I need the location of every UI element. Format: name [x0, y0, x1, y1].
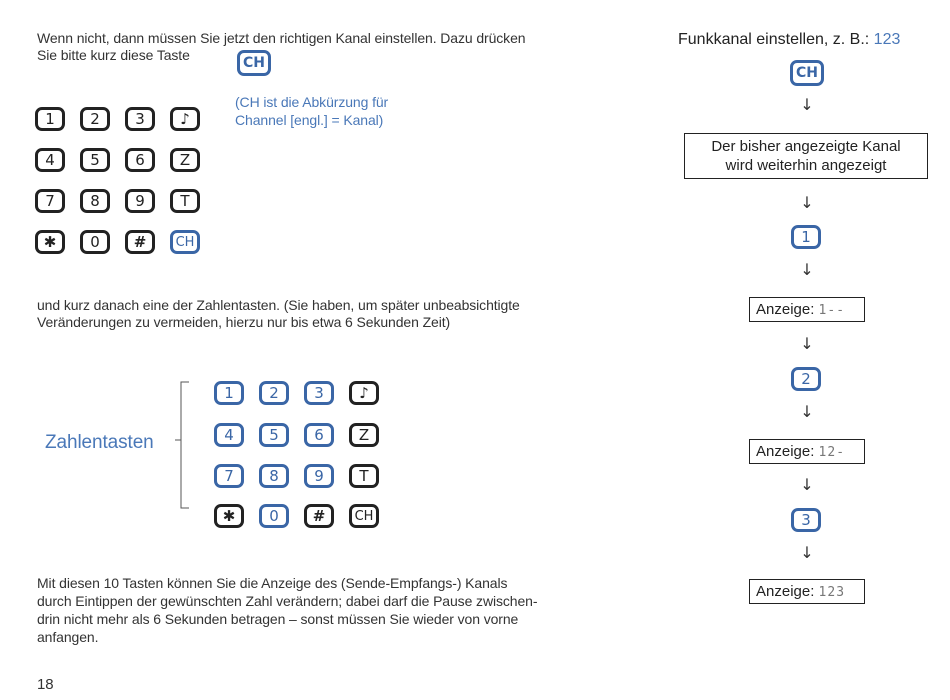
flow-display-2-value: 12- — [818, 445, 846, 460]
keypad1-key-star: ✱ — [35, 230, 65, 254]
bottom-line-4: anfangen. — [37, 629, 99, 645]
keypad1-key-ch: CH — [170, 230, 200, 254]
flow-title — [678, 31, 900, 49]
keypad1-key-0: 0 — [80, 230, 110, 254]
flow-arrow-4: ↓ — [800, 334, 814, 353]
zahlentasten-bracket — [175, 380, 205, 515]
keypad1-key-9: 9 — [125, 189, 155, 213]
flow-arrow-7: ↓ — [800, 543, 814, 562]
keypad1-key-5: 5 — [80, 148, 110, 172]
middle-line-1: und kurz danach eine der Zahlentasten. (Sie haben, um später unbeabsichtigte — [37, 297, 520, 313]
flow-display-3 — [749, 579, 865, 604]
intro-line-1: Wenn nicht, dann müssen Sie jetzt den richtigen Kanal einstellen. Dazu drücken — [37, 30, 526, 46]
flow-display-1-label: Anzeige: — [756, 301, 815, 318]
middle-line-2: Veränderungen zu vermeiden, hierzu nur bis etwa 6 Sekunden Zeit) — [37, 314, 451, 330]
keypad2-key-star: ✱ — [214, 504, 244, 528]
flow-box-line-2: wird weiterhin angezeigt — [725, 157, 887, 174]
keypad2-key-2: 2 — [259, 381, 289, 405]
keypad2-key-3: 3 — [304, 381, 334, 405]
flow-key-1: 1 — [791, 225, 821, 249]
keypad1-key-4: 4 — [35, 148, 65, 172]
keypad2-key-0: 0 — [259, 504, 289, 528]
flow-arrow-1: ↓ — [800, 95, 814, 114]
ch-key-inline: CH — [237, 50, 271, 76]
keypad1-key-6: 6 — [125, 148, 155, 172]
flow-arrow-2: ↓ — [800, 193, 814, 212]
flow-ch-key: CH — [790, 60, 824, 86]
flow-arrow-6: ↓ — [800, 475, 814, 494]
flow-arrow-3: ↓ — [800, 260, 814, 279]
keypad1-key-z: Z — [170, 148, 200, 172]
flow-box-previous-channel — [684, 133, 928, 179]
keypad2-key-1: 1 — [214, 381, 244, 405]
keypad1-key-music: ♪ — [170, 107, 200, 131]
keypad2-key-hash: # — [304, 504, 334, 528]
flow-box-line-1: Der bisher angezeigte Kanal — [711, 138, 901, 155]
bottom-line-2: durch Eintippen der gewünschten Zahl verändern; dabei darf die Pause zwischen- — [37, 593, 538, 609]
bottom-line-3: drin nicht mehr als 6 Sekunden betragen – sonst müssen Sie wieder von vorne — [37, 611, 519, 627]
flow-display-3-value: 123 — [818, 585, 846, 600]
keypad2-key-7: 7 — [214, 464, 244, 488]
intro-line-2: Sie bitte kurz diese Taste — [37, 47, 190, 63]
keypad2-key-ch: CH — [349, 504, 379, 528]
flow-display-3-label: Anzeige: — [756, 583, 815, 600]
keypad1-key-2: 2 — [80, 107, 110, 131]
keypad1-key-1: 1 — [35, 107, 65, 131]
flow-title-example: 123 — [873, 31, 901, 48]
flow-arrow-5: ↓ — [800, 402, 814, 421]
keypad2-key-6: 6 — [304, 423, 334, 447]
keypad1-key-t: T — [170, 189, 200, 213]
flow-display-2-label: Anzeige: — [756, 443, 815, 460]
flow-key-3: 3 — [791, 508, 821, 532]
flow-display-2 — [749, 439, 865, 464]
keypad2-key-z: Z — [349, 423, 379, 447]
keypad2-key-4: 4 — [214, 423, 244, 447]
keypad1-key-8: 8 — [80, 189, 110, 213]
keypad2-key-t: T — [349, 464, 379, 488]
ch-note-line-1: (CH ist die Abkürzung für — [235, 94, 389, 110]
ch-note-line-2: Channel [engl.] = Kanal) — [235, 112, 384, 128]
flow-display-1-value: 1-- — [818, 303, 846, 318]
keypad2-key-music: ♪ — [349, 381, 379, 405]
keypad1-key-3: 3 — [125, 107, 155, 131]
keypad1-key-7: 7 — [35, 189, 65, 213]
flow-title-text: Funkkanal einstellen, z. B.: — [678, 31, 870, 48]
keypad2-key-8: 8 — [259, 464, 289, 488]
keypad2-key-5: 5 — [259, 423, 289, 447]
keypad2-key-9: 9 — [304, 464, 334, 488]
keypad1-key-hash: # — [125, 230, 155, 254]
zahlentasten-label: Zahlentasten — [45, 432, 154, 453]
page-number: 18 — [37, 676, 54, 693]
flow-display-1 — [749, 297, 865, 322]
bottom-line-1: Mit diesen 10 Tasten können Sie die Anzeige des (Sende-Empfangs-) Kanals — [37, 575, 508, 591]
flow-key-2: 2 — [791, 367, 821, 391]
